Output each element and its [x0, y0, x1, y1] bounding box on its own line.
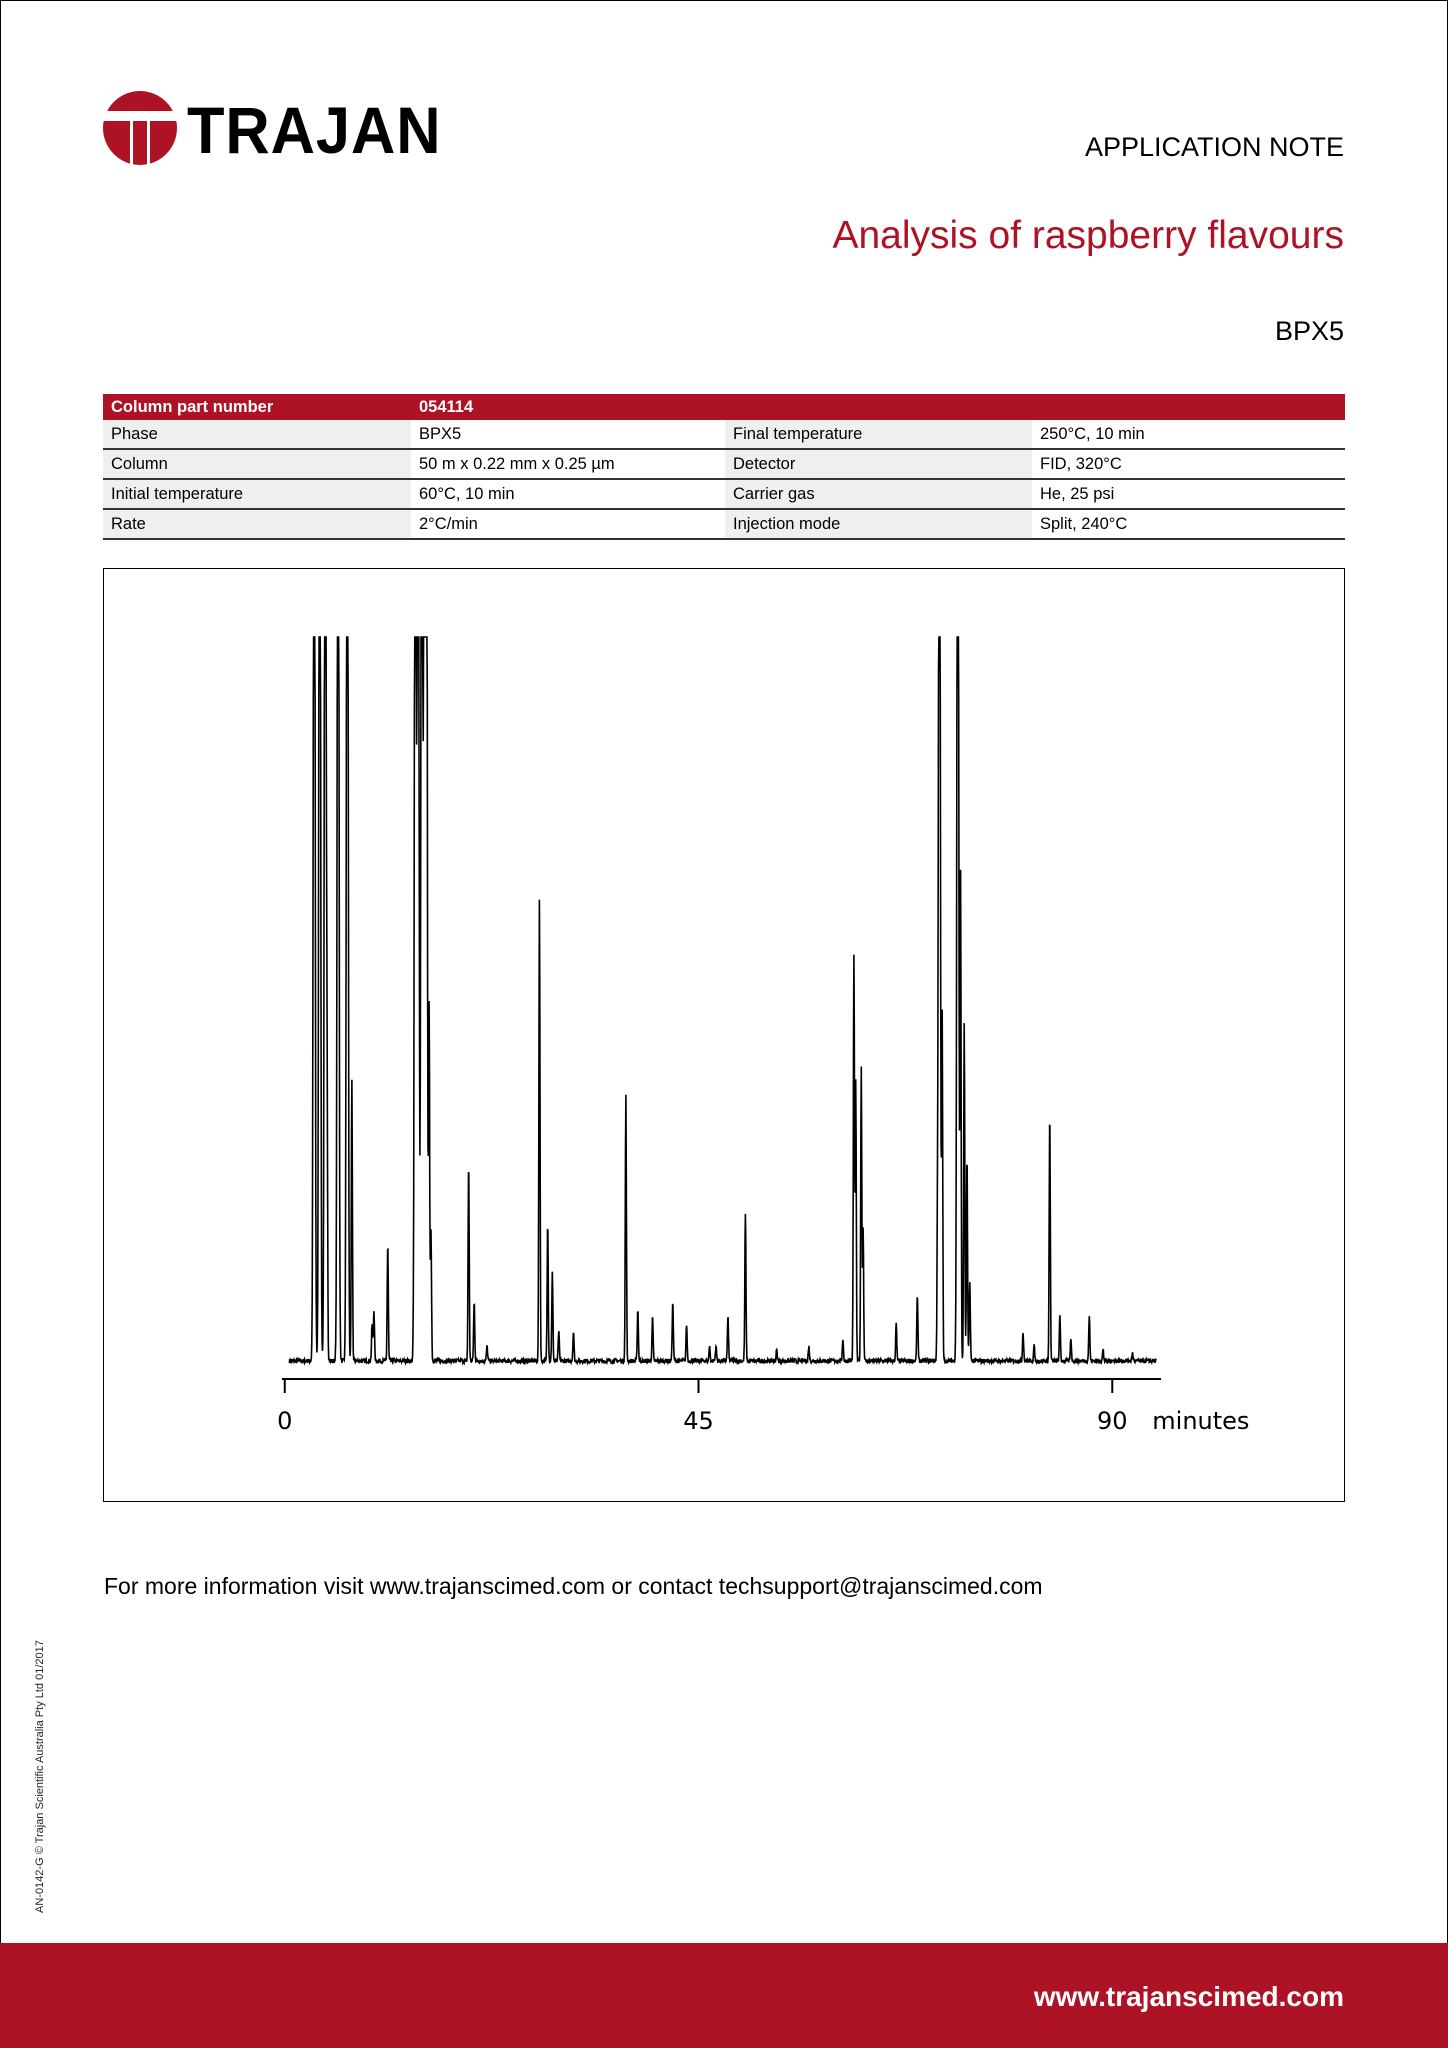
param-label: Detector [725, 449, 1032, 479]
param-label: Injection mode [725, 509, 1032, 539]
trajan-t-logo-icon [103, 88, 183, 170]
x-tick-label: 0 [277, 1407, 293, 1435]
column-parameters-table [103, 394, 1345, 540]
contact-info: For more information visit www.trajanscimed.com or contact techsupport@trajanscimed.com [104, 1573, 1043, 1599]
param-value: 60°C, 10 min [411, 479, 725, 509]
param-value: 50 m x 0.22 mm x 0.25 µm [411, 449, 725, 479]
param-label: Carrier gas [725, 479, 1032, 509]
param-value: BPX5 [411, 420, 725, 449]
header-label: Column part number [103, 394, 411, 420]
table-row [103, 509, 1345, 539]
param-value: Split, 240°C [1032, 509, 1345, 539]
chromatogram-panel [103, 568, 1345, 1502]
x-tick-label: 90 [1096, 1407, 1128, 1435]
param-value: He, 25 psi [1032, 479, 1345, 509]
param-label: Column [103, 449, 411, 479]
table-header-row [103, 394, 1345, 420]
legal-notice: AN-0142-G © Trajan Scientific Australia Pty Ltd 01/2017 [34, 1640, 46, 1913]
param-label: Phase [103, 420, 411, 449]
chromatogram-trace [289, 637, 1156, 1363]
table-row [103, 420, 1345, 449]
header-value: 054114 [411, 394, 1345, 420]
param-label: Initial temperature [103, 479, 411, 509]
trajan-logo [103, 88, 463, 170]
footer-bar [0, 1943, 1448, 2048]
x-axis-label: minutes [1152, 1407, 1250, 1435]
param-value: FID, 320°C [1032, 449, 1345, 479]
brand-name: TRAJAN [187, 93, 442, 167]
param-value: 2°C/min [411, 509, 725, 539]
page-title: Analysis of raspberry flavours [832, 214, 1344, 257]
param-value: 250°C, 10 min [1032, 420, 1345, 449]
x-tick-label: 45 [683, 1407, 714, 1435]
chromatogram-chart [104, 569, 1344, 1501]
param-label: Rate [103, 509, 411, 539]
table-row [103, 449, 1345, 479]
column-phase-subtitle: BPX5 [1274, 316, 1344, 346]
param-label: Final temperature [725, 420, 1032, 449]
document-type: APPLICATION NOTE [1084, 132, 1344, 162]
website-link[interactable]: www.trajanscimed.com [1033, 1981, 1344, 2012]
table-row [103, 479, 1345, 509]
